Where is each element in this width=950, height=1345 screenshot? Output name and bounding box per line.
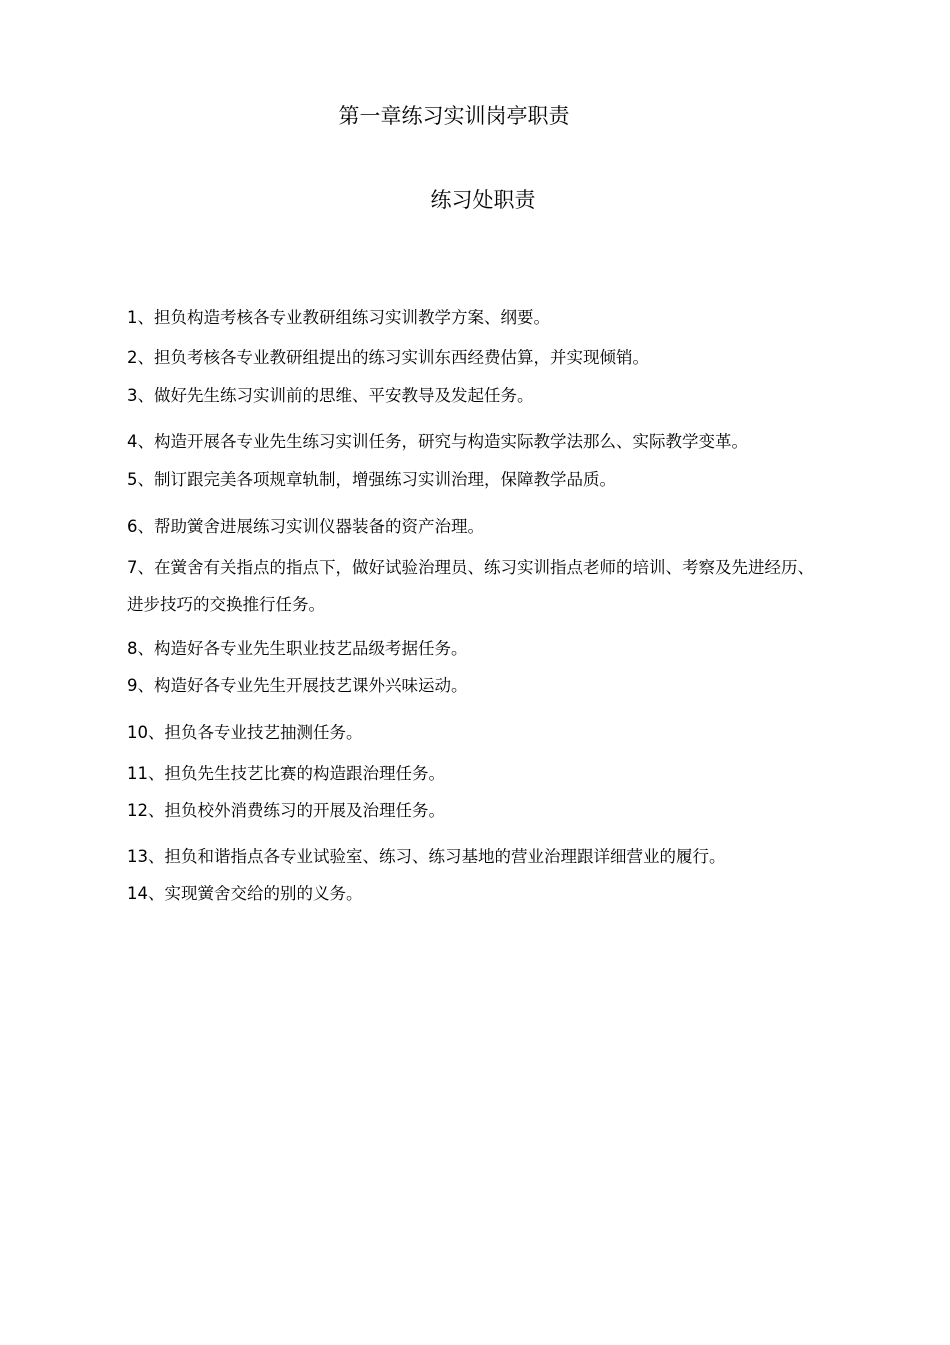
duty-item-7: 7、在黉舍有关指点的指点下，做好试验治理员、练习实训指点老师的培训、考察及先进经历、进步技巧的交换推行任务。 bbox=[127, 558, 814, 614]
duty-item-6: 6、帮助黉舍进展练习实训仪器装备的资产治理。 bbox=[127, 517, 484, 536]
duty-list bbox=[127, 304, 817, 908]
section-title: 练习处职责 bbox=[430, 188, 536, 212]
duty-item-14: 14、实现黉舍交给的别的义务。 bbox=[127, 884, 363, 903]
duty-item-8: 8、构造好各专业先生职业技艺品级考据任务。 bbox=[127, 639, 468, 658]
duty-item-12: 12、担负校外消费练习的开展及治理任务。 bbox=[127, 801, 445, 820]
duty-item-4: 4、构造开展各专业先生练习实训任务，研究与构造实际教学法那么、实际教学变革。 bbox=[127, 432, 748, 451]
duty-item-1: 1、担负构造考核各专业教研组练习实训教学方案、纲要。 bbox=[127, 308, 550, 327]
duty-item-10: 10、担负各专业技艺抽测任务。 bbox=[127, 723, 363, 742]
duty-item-13: 13、担负和谐指点各专业试验室、练习、练习基地的营业治理跟详细营业的履行。 bbox=[127, 847, 726, 866]
duty-item-3: 3、做好先生练习实训前的思维、平安教导及发起任务。 bbox=[127, 386, 534, 405]
chapter-title: 第一章练习实训岗亭职责 bbox=[338, 104, 570, 128]
duty-item-11: 11、担负先生技艺比赛的构造跟治理任务。 bbox=[127, 764, 445, 783]
duty-item-2: 2、担负考核各专业教研组提出的练习实训东西经费估算，并实现倾销。 bbox=[127, 348, 649, 367]
duty-item-5: 5、制订跟完美各项规章轨制，增强练习实训治理，保障教学品质。 bbox=[127, 470, 616, 489]
duty-item-9: 9、构造好各专业先生开展技艺课外兴味运动。 bbox=[127, 676, 468, 695]
